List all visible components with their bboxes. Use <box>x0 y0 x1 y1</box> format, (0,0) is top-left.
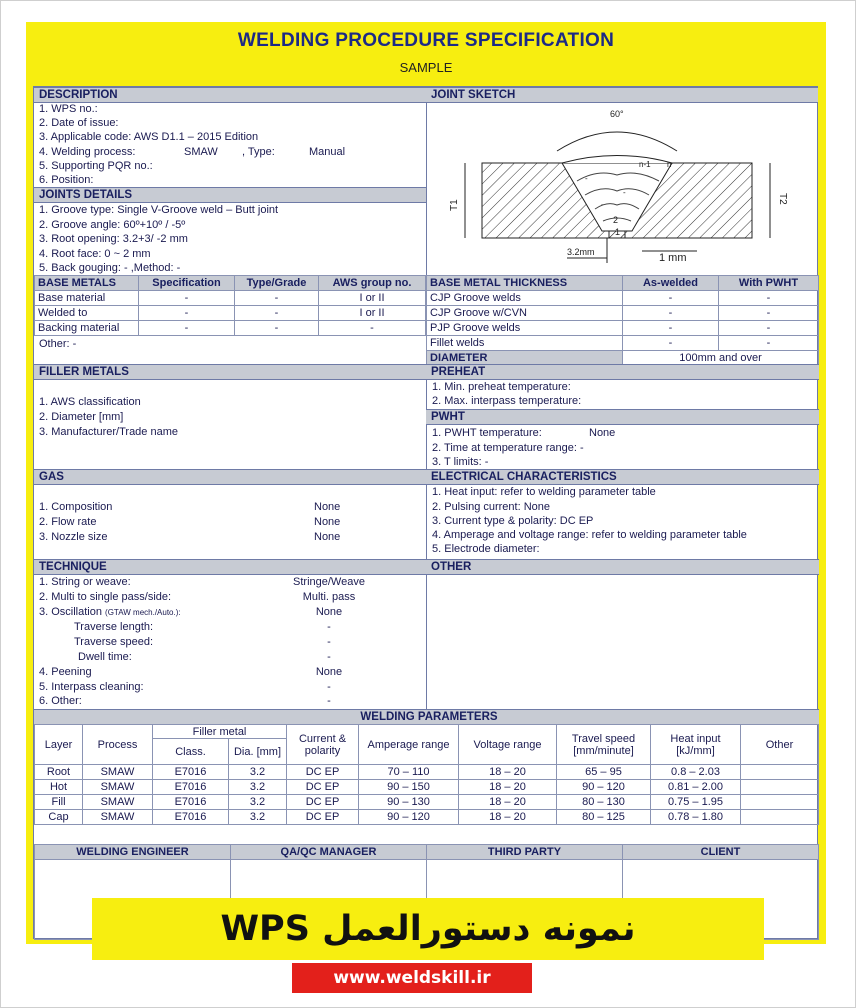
parameters-table <box>34 724 819 825</box>
bm-cell: - <box>235 321 319 336</box>
electrical-header: ELECTRICAL CHARACTERISTICS <box>426 469 819 485</box>
elec-line-3: 3. Current type & polarity: DC EP <box>432 515 594 527</box>
desc-type-label: , Type: <box>242 146 275 158</box>
param-cell: 90 – 120 <box>557 780 651 795</box>
tech-line-3 <box>39 605 181 620</box>
gas-line-3: 3. Nozzle size <box>39 531 108 543</box>
param-col-volt: Voltage range <box>459 725 557 765</box>
parameters-header: WELDING PARAMETERS <box>34 709 819 725</box>
param-cell <box>741 780 819 795</box>
param-col-process: Process <box>83 725 153 765</box>
param-cell: DC EP <box>287 765 359 780</box>
bm-cell: - <box>139 291 235 306</box>
diameter-value: 100mm and over <box>623 351 819 366</box>
pwht-line-2: 2. Time at temperature range: - <box>432 442 584 454</box>
param-cell: 3.2 <box>229 780 287 795</box>
param-cell: 3.2 <box>229 765 287 780</box>
param-cell: SMAW <box>83 765 153 780</box>
param-cell: SMAW <box>83 780 153 795</box>
param-cell: E7016 <box>153 780 229 795</box>
th-cell: CJP Groove welds <box>427 291 623 306</box>
th-header-2: With PWHT <box>719 276 819 291</box>
bm-cell: - <box>139 306 235 321</box>
gas-value-2: None <box>314 516 341 528</box>
diameter-label: DIAMETER <box>427 351 623 366</box>
joint-line-4: 4. Root face: 0 ~ 2 mm <box>39 248 151 260</box>
sig-client: CLIENT <box>623 845 819 860</box>
param-cell: 80 – 125 <box>557 810 651 825</box>
elec-line-2: 2. Pulsing current: None <box>432 501 551 513</box>
th-header-0: BASE METAL THICKNESS <box>427 276 623 291</box>
pwht-header: PWHT <box>426 409 819 425</box>
thickness-table <box>426 275 819 366</box>
elec-line-1: 1. Heat input: refer to welding parameter table <box>432 486 656 498</box>
joint-line-5: 5. Back gouging: - ,Method: - <box>39 262 181 274</box>
tech-line-5: Traverse speed: <box>74 636 154 648</box>
param-cell: E7016 <box>153 795 229 810</box>
param-cell: 65 – 95 <box>557 765 651 780</box>
bm-cell: Welded to <box>35 306 139 321</box>
tech-value-3: None <box>315 606 343 618</box>
joint-sketch <box>427 103 817 275</box>
th-cell: - <box>719 291 819 306</box>
param-cell: 3.2 <box>229 810 287 825</box>
param-cell: E7016 <box>153 765 229 780</box>
pass-2-label: 2 <box>613 215 619 225</box>
sketch-header: JOINT SKETCH <box>426 87 818 103</box>
doc-title: WELDING PROCEDURE SPECIFICATION <box>237 30 615 51</box>
tech-osc-note: (GTAW mech./Auto.): <box>105 608 181 617</box>
bm-header-0: BASE METALS <box>35 276 139 291</box>
th-cell: - <box>623 306 719 321</box>
joint-line-2: 2. Groove angle: 60º+10º / -5º <box>39 219 186 231</box>
param-cell: SMAW <box>83 810 153 825</box>
tech-value-1: Stringe/Weave <box>293 576 365 588</box>
desc-line-6: 6. Position: <box>39 174 94 186</box>
site-url[interactable]: www.weldskill.ir <box>292 963 532 993</box>
gas-value-3: None <box>314 531 341 543</box>
pwht-temp-value: None <box>589 427 616 439</box>
desc-process: SMAW <box>184 146 218 158</box>
tech-value-5: - <box>327 636 331 648</box>
param-cell: SMAW <box>83 795 153 810</box>
param-cell: 70 – 110 <box>359 765 459 780</box>
desc-type-value: Manual <box>309 146 346 158</box>
pass-1-label: 1 <box>615 227 621 237</box>
elec-line-4: 4. Amperage and voltage range: refer to welding parameter table <box>432 529 747 541</box>
th-cell: PJP Groove welds <box>427 321 623 336</box>
t2-label: T2 <box>777 193 788 205</box>
filler-header: FILLER METALS <box>34 364 426 380</box>
tech-osc-label: 3. Oscillation <box>39 606 102 618</box>
param-cell: 18 – 20 <box>459 795 557 810</box>
param-col-layer: Layer <box>35 725 83 765</box>
filler-line-2: 2. Diameter [mm] <box>39 411 124 423</box>
desc-line-4: 4. Welding process: <box>39 146 136 158</box>
param-col-amp: Amperage range <box>359 725 459 765</box>
tech-value-7: None <box>315 666 343 678</box>
gas-line-1: 1. Composition <box>39 501 113 513</box>
description-header: DESCRIPTION <box>34 87 426 103</box>
tech-value-6: - <box>327 651 331 663</box>
param-col-heat: Heat input [kJ/mm] <box>651 725 741 765</box>
technique-header: TECHNIQUE <box>34 559 426 575</box>
pass-dash-c: - <box>601 200 604 209</box>
param-cell <box>741 765 819 780</box>
bm-header-1: Specification <box>139 276 235 291</box>
desc-line-1: 1. WPS no.: <box>39 103 98 115</box>
th-cell: - <box>623 336 719 351</box>
tech-line-2: 2. Multi to single pass/side: <box>39 591 172 603</box>
bm-other: Other: - <box>39 338 77 350</box>
th-cell: Fillet welds <box>427 336 623 351</box>
param-col-travel: Travel speed [mm/minute] <box>557 725 651 765</box>
gas-header: GAS <box>34 469 426 485</box>
tech-line-7: 4. Peening <box>39 666 92 678</box>
joint-line-3: 3. Root opening: 3.2+3/ -2 mm <box>39 233 188 245</box>
param-cell: 3.2 <box>229 795 287 810</box>
preheat-line-2: 2. Max. interpass temperature: <box>432 395 582 407</box>
tech-value-2: Multi. pass <box>302 591 356 603</box>
th-cell: - <box>719 321 819 336</box>
th-header-1: As-welded <box>623 276 719 291</box>
tech-line-4: Traverse length: <box>74 621 154 633</box>
tech-line-9: 6. Other: <box>39 695 82 707</box>
tech-value-9: - <box>327 695 331 707</box>
filler-line-1: 1. AWS classification <box>39 396 141 408</box>
param-cell: DC EP <box>287 810 359 825</box>
param-cell: Root <box>35 765 83 780</box>
pass-n1-label: n-1 <box>639 160 651 169</box>
param-cell: Hot <box>35 780 83 795</box>
gap-label: 3.2mm <box>567 247 595 257</box>
param-cell: 0.78 – 1.80 <box>651 810 741 825</box>
preheat-line-1: 1. Min. preheat temperature: <box>432 381 571 393</box>
tech-value-4: - <box>327 621 331 633</box>
th-cell: - <box>623 321 719 336</box>
tech-line-8: 5. Interpass cleaning: <box>39 681 144 693</box>
pass-dash-b: - <box>623 188 626 197</box>
sig-engineer: WELDING ENGINEER <box>35 845 231 860</box>
param-col-other: Other <box>741 725 819 765</box>
tech-line-6: Dwell time: <box>78 651 132 663</box>
param-cell: E7016 <box>153 810 229 825</box>
tech-line-1: 1. String or weave: <box>39 576 131 588</box>
sig-qaqc: QA/QC MANAGER <box>231 845 427 860</box>
bm-header-2: Type/Grade <box>235 276 319 291</box>
param-cell: Fill <box>35 795 83 810</box>
wps-sheet <box>33 86 818 939</box>
angle-arc <box>557 132 677 151</box>
other-header: OTHER <box>426 559 819 575</box>
preheat-header: PREHEAT <box>426 364 819 380</box>
elec-line-5: 5. Electrode diameter: <box>432 543 540 555</box>
param-cell: 90 – 120 <box>359 810 459 825</box>
t1-label: T1 <box>449 199 460 211</box>
base-metals-table <box>34 275 426 336</box>
doc-subtitle: SAMPLE <box>399 60 453 75</box>
banner-text: نمونه دستورالعمل WPS <box>220 909 636 949</box>
bm-cell: - <box>139 321 235 336</box>
face-label: 1 mm <box>659 252 687 264</box>
sig-third-party: THIRD PARTY <box>427 845 623 860</box>
bm-cell: - <box>319 321 426 336</box>
desc-line-5: 5. Supporting PQR no.: <box>39 160 153 172</box>
banner <box>92 898 764 960</box>
param-cell: 0.8 – 2.03 <box>651 765 741 780</box>
filler-line-3: 3. Manufacturer/Trade name <box>39 426 178 438</box>
desc-line-2: 2. Date of issue: <box>39 117 119 129</box>
th-cell: - <box>719 336 819 351</box>
param-col-dia: Dia. [mm] <box>229 739 287 765</box>
bm-header-3: AWS group no. <box>319 276 426 291</box>
joint-line-1: 1. Groove type: Single V-Groove weld – Butt joint <box>39 204 279 216</box>
pwht-line-3: 3. T limits: - <box>432 456 489 468</box>
angle-label: 60° <box>610 109 624 119</box>
param-cell: 90 – 130 <box>359 795 459 810</box>
desc-line-3: 3. Applicable code: AWS D1.1 – 2015 Edition <box>39 131 259 143</box>
param-cell: Cap <box>35 810 83 825</box>
param-cell: 18 – 20 <box>459 810 557 825</box>
th-cell: CJP Groove w/CVN <box>427 306 623 321</box>
param-cell: 0.75 – 1.95 <box>651 795 741 810</box>
param-col-filler: Filler metal <box>153 725 287 739</box>
param-cell: 80 – 130 <box>557 795 651 810</box>
bm-cell: I or II <box>319 306 426 321</box>
param-cell: DC EP <box>287 795 359 810</box>
pwht-line-1: 1. PWHT temperature: <box>432 427 542 439</box>
param-col-current: Current & polarity <box>287 725 359 765</box>
bm-cell: I or II <box>319 291 426 306</box>
bm-cell: Base material <box>35 291 139 306</box>
param-cell: DC EP <box>287 780 359 795</box>
param-cell <box>741 795 819 810</box>
param-cell: 90 – 150 <box>359 780 459 795</box>
tech-value-8: - <box>327 681 331 693</box>
param-cell: 18 – 20 <box>459 780 557 795</box>
bm-cell: Backing material <box>35 321 139 336</box>
joints-header: JOINTS DETAILS <box>34 187 426 203</box>
gas-line-2: 2. Flow rate <box>39 516 97 528</box>
param-cell: 18 – 20 <box>459 765 557 780</box>
bm-cell: - <box>235 291 319 306</box>
pass-n-label: n <box>667 160 672 169</box>
param-cell <box>741 810 819 825</box>
param-col-class: Class. <box>153 739 229 765</box>
bm-cell: - <box>235 306 319 321</box>
th-cell: - <box>623 291 719 306</box>
th-cell: - <box>719 306 819 321</box>
pass-dash-a: - <box>585 174 588 183</box>
gas-value-1: None <box>314 501 341 513</box>
param-cell: 0.81 – 2.00 <box>651 780 741 795</box>
